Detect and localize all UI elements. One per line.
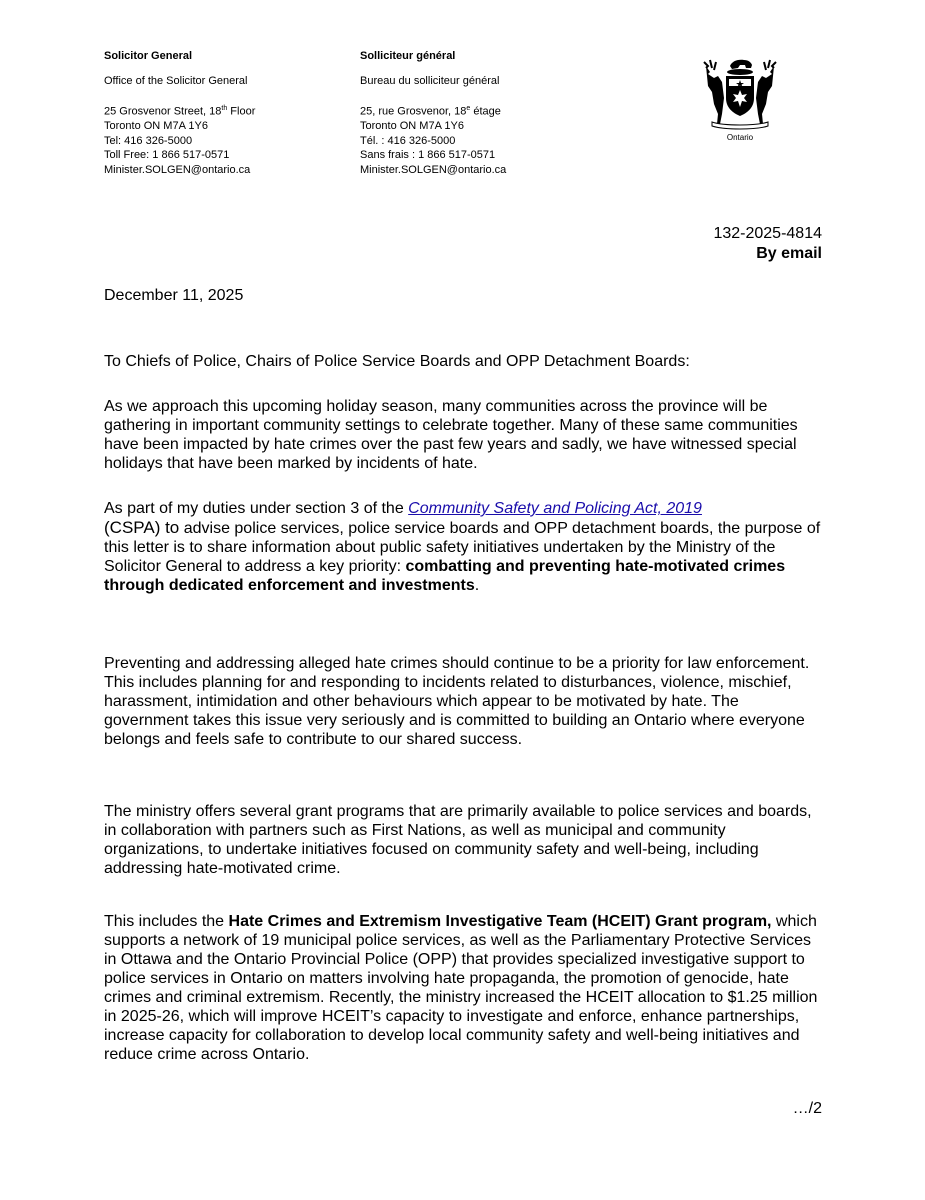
header-french: [360, 49, 506, 177]
header-english: [104, 49, 255, 177]
header-tel-en: Tel: 416 326-5000: [104, 134, 193, 147]
p2-mid: advise police services, police service boards and OPP detachment boards, the purpose of this letter is to share information about public safety initiatives undertaken by the Ministry of the Solicitor General to address a key priority:: [104, 520, 821, 575]
letter-date: December 11, 2025: [104, 287, 244, 304]
paragraph-1: [104, 397, 826, 473]
address-superscript: th: [221, 105, 228, 112]
header-office-en: Office of the Solicitor General: [104, 74, 248, 87]
header-tollfree-fr: Sans frais : 1 866 517-0571: [360, 149, 496, 162]
cspa-act-link[interactable]: Community Safety and Policing Act, 2019: [408, 500, 702, 517]
logo-text: Ontario: [726, 133, 754, 142]
page-continuation: …/2: [792, 1100, 822, 1117]
address-text: 25, rue Grosvenor, 18: [360, 105, 467, 118]
paragraph-4-text: The ministry offers several grant programs that are primarily available to police services and boards, in collaboration with partners such as First Nations, as well as municipal and community organizations, to undertake initiatives focused on community safety and well-being, including addressing hate-motivated crime.: [104, 803, 812, 877]
header-tel-fr: Tél. : 416 326-5000: [360, 134, 456, 147]
header-address-line1-fr: [360, 102, 506, 119]
p2-bold: combatting and preventing hate-motivated crimes through dedicated enforcement and investments: [104, 558, 786, 594]
p5-end: which supports a network of 19 municipal police services, as well as the Parliamentary Protective Services in Ottawa and the Ontario Provincial Police (OPP) that provides specialized investigative support to police services in Ontario on matters involving hate propaganda, the promotion of genocide, hate crimes and criminal extremism. Recently, the ministry increased the HCEIT allocation to $1.25 million in 2025-26, which will improve HCEIT’s capacity to investigate and enforce, enhance partnerships, increase capacity for collaboration to develop local community safety and well-being initiatives and reduce crime across Ontario.: [104, 913, 818, 1063]
header-address-line2-en: Toronto ON M7A 1Y6: [104, 120, 208, 133]
paragraph-3: [104, 654, 826, 749]
paragraph-4: [104, 802, 826, 878]
address-text-end: étage: [470, 105, 501, 118]
address-text-end: Floor: [227, 105, 256, 118]
salutation: To Chiefs of Police, Chairs of Police Service Boards and OPP Detachment Boards:: [104, 353, 690, 370]
header-title-en: Solicitor General: [104, 50, 193, 62]
header-address-line2-fr: Toronto ON M7A 1Y6: [360, 120, 464, 133]
paragraph-5-text: [104, 912, 826, 1064]
paragraph-1-text: As we approach this upcoming holiday season, many communities across the province will be gathering in important community settings to celebrate together. Many of these same communities have been impacted by hate crimes over the past few years and sadly, we have witnessed special holidays that have been marked by incidents of hate.: [104, 398, 798, 472]
delivery-method: By email: [756, 245, 822, 262]
paragraph-5: [104, 912, 826, 1064]
address-text: 25 Grosvenor Street, 18: [104, 105, 222, 118]
header-email-fr: Minister.SOLGEN@ontario.ca: [360, 163, 507, 176]
reference-number: 132-2025-4814: [713, 225, 822, 242]
paragraph-2-text: [104, 499, 826, 595]
header-address-line1-en: [104, 102, 255, 119]
ontario-crest-logo: [702, 52, 778, 144]
header-title-fr: Solliciteur général: [360, 50, 456, 62]
p5-start: This includes the: [104, 913, 229, 930]
address-superscript: e: [466, 105, 471, 112]
paragraph-2: [104, 499, 826, 595]
header-office-fr: Bureau du solliciteur général: [360, 74, 500, 87]
p5-bold: Hate Crimes and Extremism Investigative Team (HCEIT) Grant program,: [228, 913, 772, 930]
p2-cspa: (CSPA) to: [104, 518, 180, 537]
p2-end: .: [474, 577, 480, 594]
paragraph-3-text: Preventing and addressing alleged hate crimes should continue to be a priority for law enforcement. This includes planning for and responding to incidents related to disturbances, violence, mischief, harassment, intimidation and other behaviours which appear to be motivated by hate. The government takes this issue very seriously and is committed to building an Ontario where everyone belongs and feels safe to contribute to our shared success.: [104, 655, 810, 748]
header-tollfree-en: Toll Free: 1 866 517-0571: [104, 149, 230, 162]
p2-start: As part of my duties under section 3 of the: [104, 500, 409, 517]
header-email-en: Minister.SOLGEN@ontario.ca: [104, 163, 251, 176]
